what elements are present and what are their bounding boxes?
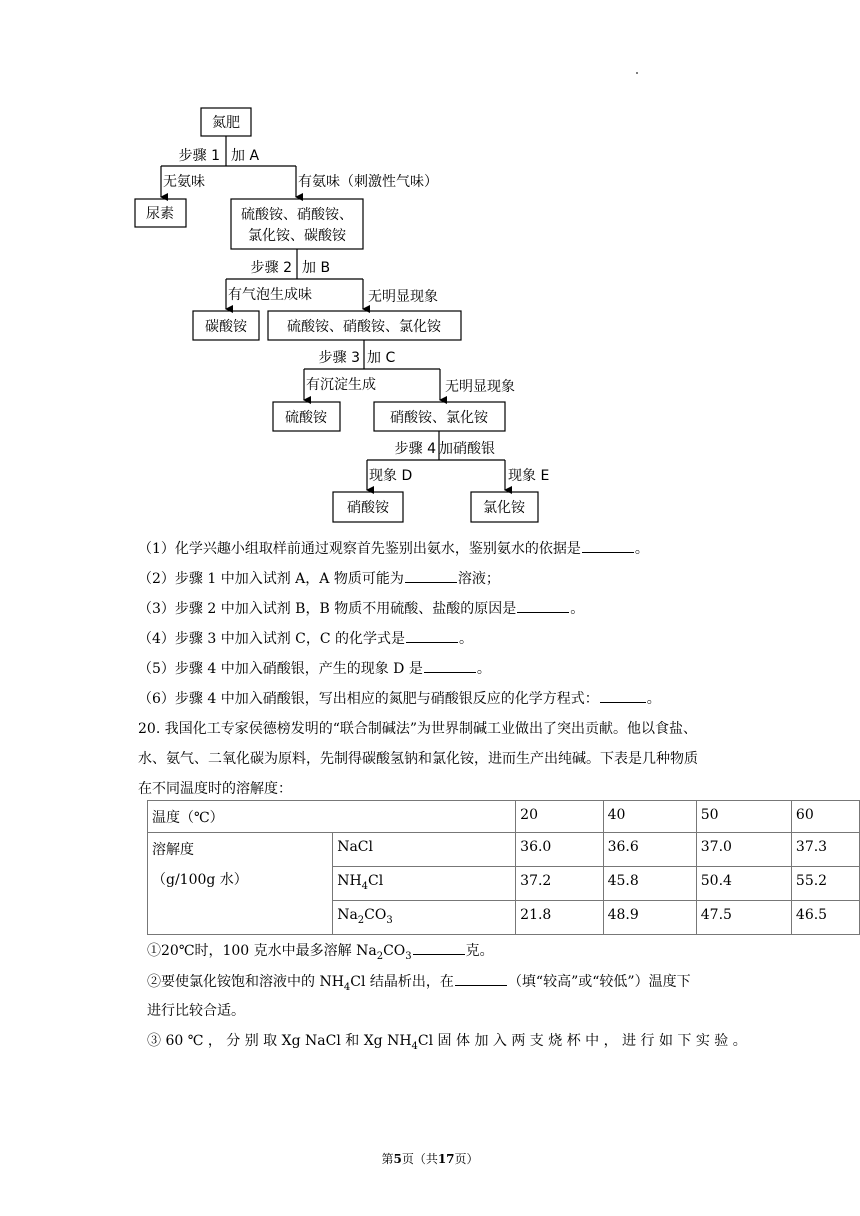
substance-nh4cl: $NH_4Cl$ bbox=[333, 867, 516, 901]
node-ammonium-carbonate: 碳酸铵 bbox=[205, 319, 247, 335]
sub-question-1: ①20℃时，100 克水中最多溶解 $Na_2CO_3$ 克。 bbox=[147, 940, 494, 962]
page-footer: 第5页（共17页） bbox=[381, 1152, 479, 1166]
node-group3: 硝酸铵、氯化铵 bbox=[390, 410, 488, 426]
node-ammonium-sulfate: 硫酸铵 bbox=[285, 410, 327, 426]
value-cell: 21.8 bbox=[516, 901, 603, 935]
value-cell: 37.0 bbox=[696, 833, 791, 867]
page-number: 5 bbox=[393, 1152, 402, 1166]
temp-cell: 60 bbox=[791, 801, 859, 833]
node-nitrogen-fertilizer: 氮肥 bbox=[212, 115, 240, 131]
q20-line3: 在不同温度时的溶解度： bbox=[138, 781, 292, 797]
sub-question-2: ②要使氯化铵饱和溶液中的 $NH_4Cl$ 结晶析出，在 （填“较高”或“较低”）温度下 bbox=[147, 971, 691, 993]
temp-cell: 50 bbox=[696, 801, 791, 833]
label-no-change-1: 无明显现象 bbox=[368, 289, 438, 305]
label-phenomenon-d: 现象 D bbox=[369, 468, 413, 484]
question-4: （4）步骤 3 中加入试剂 C，C 的化学式是 。 bbox=[138, 628, 473, 648]
label-step2: 步骤 2 bbox=[250, 260, 292, 276]
table-row bbox=[148, 833, 860, 867]
table-row bbox=[148, 801, 860, 833]
label-step1: 步骤 1 bbox=[178, 148, 220, 164]
question-5: （5）步骤 4 中加入硝酸银，产生的现象 D 是 。 bbox=[138, 658, 491, 678]
label-phenomenon-e: 现象 E bbox=[508, 468, 550, 484]
value-cell: 47.5 bbox=[696, 901, 791, 935]
label-no-change-2: 无明显现象 bbox=[445, 379, 515, 395]
answer-blank[interactable] bbox=[424, 658, 476, 673]
value-cell: 37.2 bbox=[516, 867, 603, 901]
node-ammonium-nitrate: 硝酸铵 bbox=[347, 500, 389, 516]
answer-blank[interactable] bbox=[582, 538, 634, 553]
value-cell: 55.2 bbox=[791, 867, 859, 901]
sub-question-2-line2: 进行比较合适。 bbox=[147, 1003, 245, 1019]
value-cell: 45.8 bbox=[603, 867, 696, 901]
substance-na2co3: $Na_2CO_3$ bbox=[333, 901, 516, 935]
node-urea: 尿素 bbox=[146, 206, 174, 222]
substance-nacl: NaCl bbox=[333, 833, 516, 867]
q20-line2: 水、氨气、二氧化碳为原料，先制得碳酸氢钠和氯化铵，进而生产出纯碱。下表是几种物质 bbox=[138, 751, 698, 767]
node-group2: 硫酸铵、硝酸铵、氯化铵 bbox=[287, 319, 441, 335]
page-total: 17 bbox=[437, 1152, 455, 1166]
label-add-b: 加 B bbox=[302, 260, 331, 276]
sub-question-3: ③ 60 ℃ ， 分 别 取 Xg NaCl 和 Xg $NH_4Cl$ 固 体 加 入 两 支 烧 杯 中 ， 进 行 如 下 实 验 。 bbox=[147, 1033, 747, 1052]
value-cell: 46.5 bbox=[791, 901, 859, 935]
label-add-silver-nitrate: 加硝酸银 bbox=[439, 441, 495, 457]
label-step3: 步骤 3 bbox=[318, 350, 360, 366]
label-step4: 步骤 4 bbox=[394, 441, 436, 457]
value-cell: 37.3 bbox=[791, 833, 859, 867]
question-1: （1）化学兴趣小组取样前通过观察首先鉴别出氨水，鉴别氨水的依据是 。 bbox=[138, 538, 649, 558]
answer-blank[interactable] bbox=[405, 568, 457, 583]
temp-header: 温度（℃） bbox=[148, 801, 516, 833]
node-ammonium-chloride: 氯化铵 bbox=[483, 500, 525, 516]
node-group1-line1: 硫酸铵、硝酸铵、 bbox=[241, 207, 353, 223]
value-cell: 36.6 bbox=[603, 833, 696, 867]
answer-blank[interactable] bbox=[517, 598, 569, 613]
flowchart bbox=[0, 0, 860, 530]
solubility-label: 溶解度 （g/100g 水） bbox=[148, 833, 333, 935]
label-has-ammonia: 有氨味（刺激性气味） bbox=[298, 174, 438, 190]
question-6: （6）步骤 4 中加入硝酸银，写出相应的氮肥与硝酸银反应的化学方程式： 。 bbox=[138, 688, 661, 708]
value-cell: 50.4 bbox=[696, 867, 791, 901]
label-add-c: 加 C bbox=[367, 350, 396, 366]
answer-blank[interactable] bbox=[413, 940, 465, 955]
label-precipitate: 有沉淀生成 bbox=[306, 377, 376, 393]
label-add-a: 加 A bbox=[231, 148, 260, 164]
label-gas: 有气泡生成味 bbox=[228, 287, 312, 303]
answer-blank[interactable] bbox=[455, 971, 507, 986]
question-2: （2）步骤 1 中加入试剂 A，A 物质可能为 溶液； bbox=[138, 568, 500, 588]
value-cell: 48.9 bbox=[603, 901, 696, 935]
q20-line1: 20. 我国化工专家侯德榜发明的“联合制碱法”为世界制碱工业做出了突出贡献。他以食盐、 bbox=[138, 721, 698, 737]
answer-blank[interactable] bbox=[600, 688, 646, 703]
answer-blank[interactable] bbox=[406, 628, 458, 643]
value-cell: 36.0 bbox=[516, 833, 603, 867]
temp-cell: 20 bbox=[516, 801, 603, 833]
solubility-table bbox=[147, 800, 860, 935]
label-no-ammonia: 无氨味 bbox=[163, 174, 205, 190]
temp-cell: 40 bbox=[603, 801, 696, 833]
node-group1-line2: 氯化铵、碳酸铵 bbox=[248, 228, 346, 244]
question-3: （3）步骤 2 中加入试剂 B，B 物质不用硫酸、盐酸的原因是 。 bbox=[138, 598, 584, 618]
